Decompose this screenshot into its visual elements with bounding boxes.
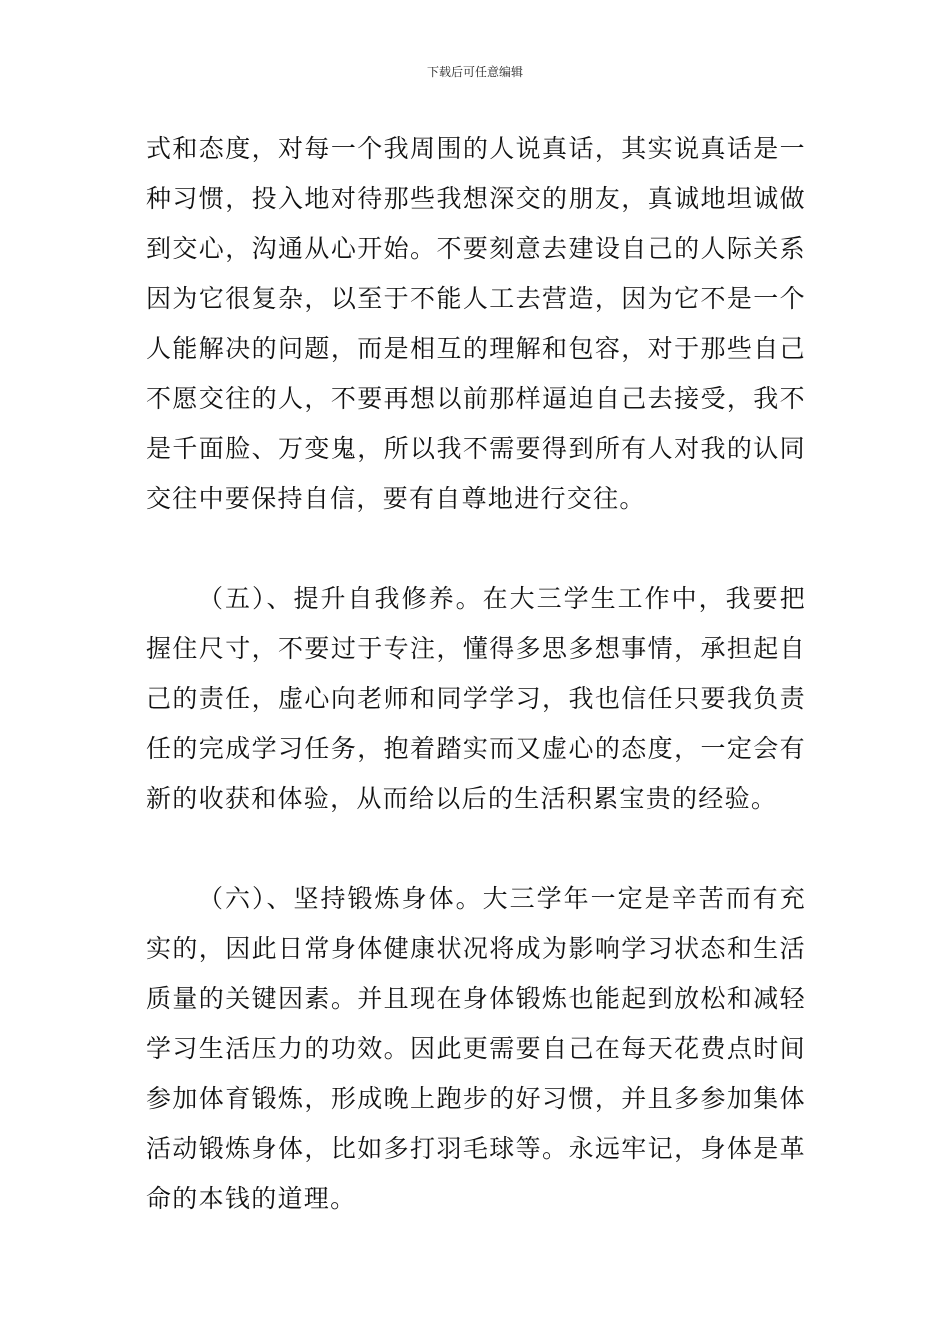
page-header: 下载后可任意编辑 [426,65,523,79]
paragraph-interpersonal: 式和态度，对每一个我周围的人说真话，其实说真话是一种习惯，投入地对待那些我想深交的朋友，真诚地坦诚做到交心，沟通从心开始。不要刻意去建设自己的人际关系因为它很复杂，以至于不能人工去营造，因为它不是一个人能解决的问题，而是相互的理解和包容，对于那些自己不愿交往的人，不要再想以前那样逼迫自己去接受，我不是千面脸、万变鬼，所以我不需要得到所有人对我的认同交往中要保持自信，要有自尊地进行交往。 [146,134,806,513]
paragraph-exercise: （六）、坚持锻炼身体。大三学年一定是辛苦而有充实的，因此日常身体健康状况将成为影响学习状态和生活质量的关键因素。并且现在身体锻炼也能起到放松和减轻学习生活压力的功效。因此更需要自己在每天花费点时间参加体育锻炼，形成晚上跑步的好习惯，并且多参加集体活动锻炼身体，比如多打羽毛球等。永远牢记，身体是革命的本钱的道理。 [146,884,806,1213]
document-body [146,124,806,1224]
paragraph-self-cultivation: （五）、提升自我修养。在大三学生工作中，我要把握住尺寸，不要过于专注，懂得多思多想事情，承担起自己的责任，虚心向老师和同学学习，我也信任只要我负责任的完成学习任务，抱着踏实而又虚心的态度，一定会有新的收获和体验，从而给以后的生活积累宝贵的经验。 [146,584,806,813]
paragraph-gap [146,824,806,874]
paragraph-gap [146,524,806,574]
